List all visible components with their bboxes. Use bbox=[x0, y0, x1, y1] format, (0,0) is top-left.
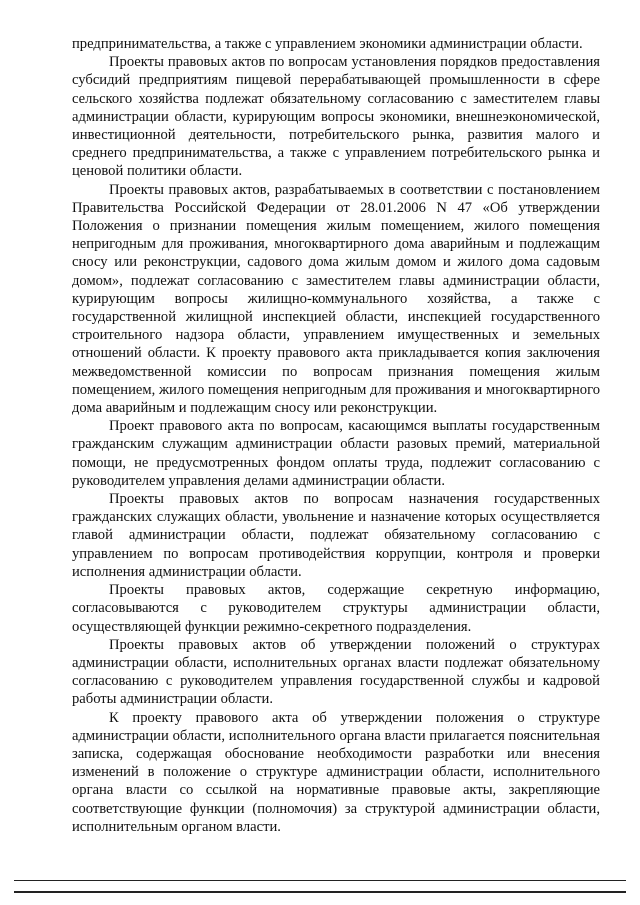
paragraph-continuation: предпринимательства, а также с управлением экономики администрации области. bbox=[72, 36, 583, 52]
paragraph-subsidies: Проекты правовых актов по вопросам установления порядков предоставления субсидий предприятиям пищевой перерабатывающей промышленности в сфере сельского хозяйства подлежат обязательному согласованию с заместителем главы администрации области, курирующим вопросы экономики, внешнеэкономической, инвестиционной деятельности, потребительского рынка, развития малого и среднего предпринимательства, а также с управлением потребительского рынка и ценовой политики области. bbox=[72, 54, 600, 180]
page-bottom-edge bbox=[14, 891, 626, 893]
paragraph-housing: Проекты правовых актов, разрабатываемых в соответствии с постановлением Правительства Российской Федерации от 28.01.2006 N 47 «Об утверждении Положения о признании помещения жилым помещением, жилого помещения непригодным для проживания, многоквартирного дома аварийным и подлежащим сносу или реконструкции, садового дома жилым домом и жилого дома садовым домом», подлежат согласованию с заместителем главы администрации области, курирующим вопросы жилищно-коммунального хозяйства, а также с государственной жилищной инспекцией области, инспекцией государственного строительного надзора области, управлением имущественных и земельных отношений области. К проекту правового акта прикладывается копия заключения межведомственной комиссии по вопросам признания помещения жилым помещением, жилого помещения непригодным для проживания и многоквартирного дома аварийным и подлежащим сносу или реконструкции. bbox=[72, 181, 600, 417]
paragraph-appointments: Проекты правовых актов по вопросам назначения государственных гражданских служащих области, увольнение и назначение которых осуществляется главой администрации области, подлежат обязательному согласованию с управлением по вопросам противодействия коррупции, контроля и проверки исполнения администрации области. bbox=[72, 491, 600, 580]
document-body bbox=[72, 35, 600, 836]
paragraph-explanatory-note: К проекту правового акта об утверждении положения о структуре администрации области, исполнительного органа власти прилагается пояснительная записка, содержащая обоснование необходимости разработки или внесения изменений в положение о структуре администрации области, исполнительного органа власти со ссылкой на нормативные правовые акты, закрепляющие соответствующие функции (полномочия) за структурой администрации области, исполнительным органом власти. bbox=[72, 709, 600, 835]
paragraph-structure-regulations: Проекты правовых актов об утверждении положений о структурах администрации области, исполнительных органах власти подлежат обязательному согласованию с руководителем управления государственной службы и кадровой работы администрации области. bbox=[72, 636, 600, 708]
paragraph-bonuses: Проект правового акта по вопросам, касающимся выплаты государственным гражданским служащим администрации области разовых премий, материальной помощи, не предусмотренных фондом оплаты труда, подлежит согласованию с руководителем управления делами администрации области. bbox=[72, 418, 600, 489]
page-bottom-divider bbox=[14, 880, 626, 881]
paragraph-secret-info: Проекты правовых актов, содержащие секретную информацию, согласовываются с руководителем структуры администрации области, осуществляющей функции режимно-секретного подразделения. bbox=[72, 582, 600, 635]
